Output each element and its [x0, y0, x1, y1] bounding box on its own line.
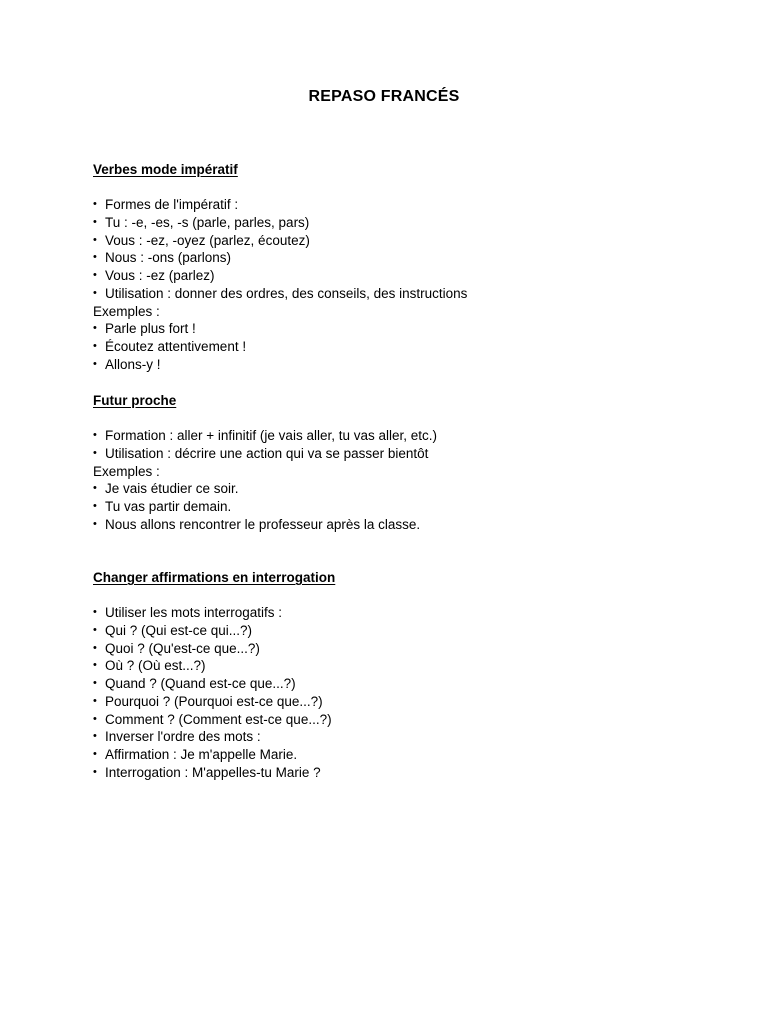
list-item: • Tu vas partir demain. [93, 499, 232, 515]
bullet-icon: • [93, 339, 97, 352]
blank-line [93, 587, 693, 605]
bullet-icon: • [93, 286, 97, 299]
bullet-icon: • [93, 747, 97, 760]
bullet-icon: • [93, 198, 97, 211]
bullet-icon: • [93, 765, 97, 778]
list-item: • Formation : aller + infinitif (je vais aller, tu vas aller, etc.) [93, 428, 438, 444]
list-item: • Utiliser les mots interrogatifs : [93, 605, 283, 621]
list-item: • Affirmation : Je m'appelle Marie. [93, 746, 298, 762]
list-item: • Pourquoi ? (Pourquoi est-ce que...?) [93, 693, 323, 709]
section-interrogation [93, 569, 693, 781]
section-heading: Verbes mode impératif [93, 162, 238, 177]
list-item: • Interrogation : M'appelles-tu Marie ? [93, 764, 321, 780]
list-item: • Allons-y ! [93, 356, 161, 372]
bullet-icon: • [93, 730, 97, 743]
bullet-icon: • [93, 694, 97, 707]
bullet-icon: • [93, 659, 97, 672]
list-item: • Je vais étudier ce soir. [93, 481, 239, 497]
bullet-icon: • [93, 357, 97, 370]
examples-label: Exemples : [93, 303, 160, 319]
bullet-icon: • [93, 482, 97, 495]
bullet-icon: • [93, 677, 97, 690]
list-item: • Vous : -ez (parlez) [93, 268, 215, 284]
list-item: • Comment ? (Comment est-ce que...?) [93, 711, 332, 727]
bullet-icon: • [93, 712, 97, 725]
list-item: • Quand ? (Quand est-ce que...?) [93, 676, 296, 692]
bullet-icon: • [93, 322, 97, 335]
bullet-icon: • [93, 447, 97, 460]
bullet-icon: • [93, 269, 97, 282]
list-item: • Nous allons rencontrer le professeur après la classe. [93, 516, 421, 532]
bullet-icon: • [93, 606, 97, 619]
section-heading: Futur proche [93, 393, 177, 408]
list-item: • Parle plus fort ! [93, 321, 196, 337]
section-heading: Changer affirmations en interrogation [93, 570, 336, 585]
bullet-icon: • [93, 216, 97, 229]
blank-line [93, 179, 693, 197]
section-futur-proche [93, 392, 693, 534]
list-item: • Vous : -ez, -oyez (parlez, écoutez) [93, 232, 310, 248]
bullet-icon: • [93, 251, 97, 264]
list-item: • Formes de l'impératif : [93, 197, 239, 213]
list-item: • Tu : -e, -es, -s (parle, parles, pars) [93, 215, 310, 231]
list-item: • Inverser l'ordre des mots : [93, 729, 261, 745]
list-item: • Écoutez attentivement ! [93, 338, 247, 354]
bullet-icon: • [93, 429, 97, 442]
section-imperatif [93, 161, 693, 373]
list-item: • Nous : -ons (parlons) [93, 250, 232, 266]
list-item: • Qui ? (Qui est-ce qui...?) [93, 623, 253, 639]
bullet-icon: • [93, 500, 97, 513]
bullet-icon: • [93, 233, 97, 246]
examples-label: Exemples : [93, 463, 160, 479]
document-title: REPASO FRANCÉS [308, 88, 460, 105]
blank-line [93, 410, 693, 428]
list-item: • Utilisation : décrire une action qui va se passer bientôt [93, 446, 429, 462]
list-item: • Utilisation : donner des ordres, des conseils, des instructions [93, 285, 468, 301]
bullet-icon: • [93, 641, 97, 654]
bullet-icon: • [93, 517, 97, 530]
bullet-icon: • [93, 624, 97, 637]
list-item: • Quoi ? (Qu'est-ce que...?) [93, 640, 260, 656]
list-item: • Où ? (Où est...?) [93, 658, 206, 674]
